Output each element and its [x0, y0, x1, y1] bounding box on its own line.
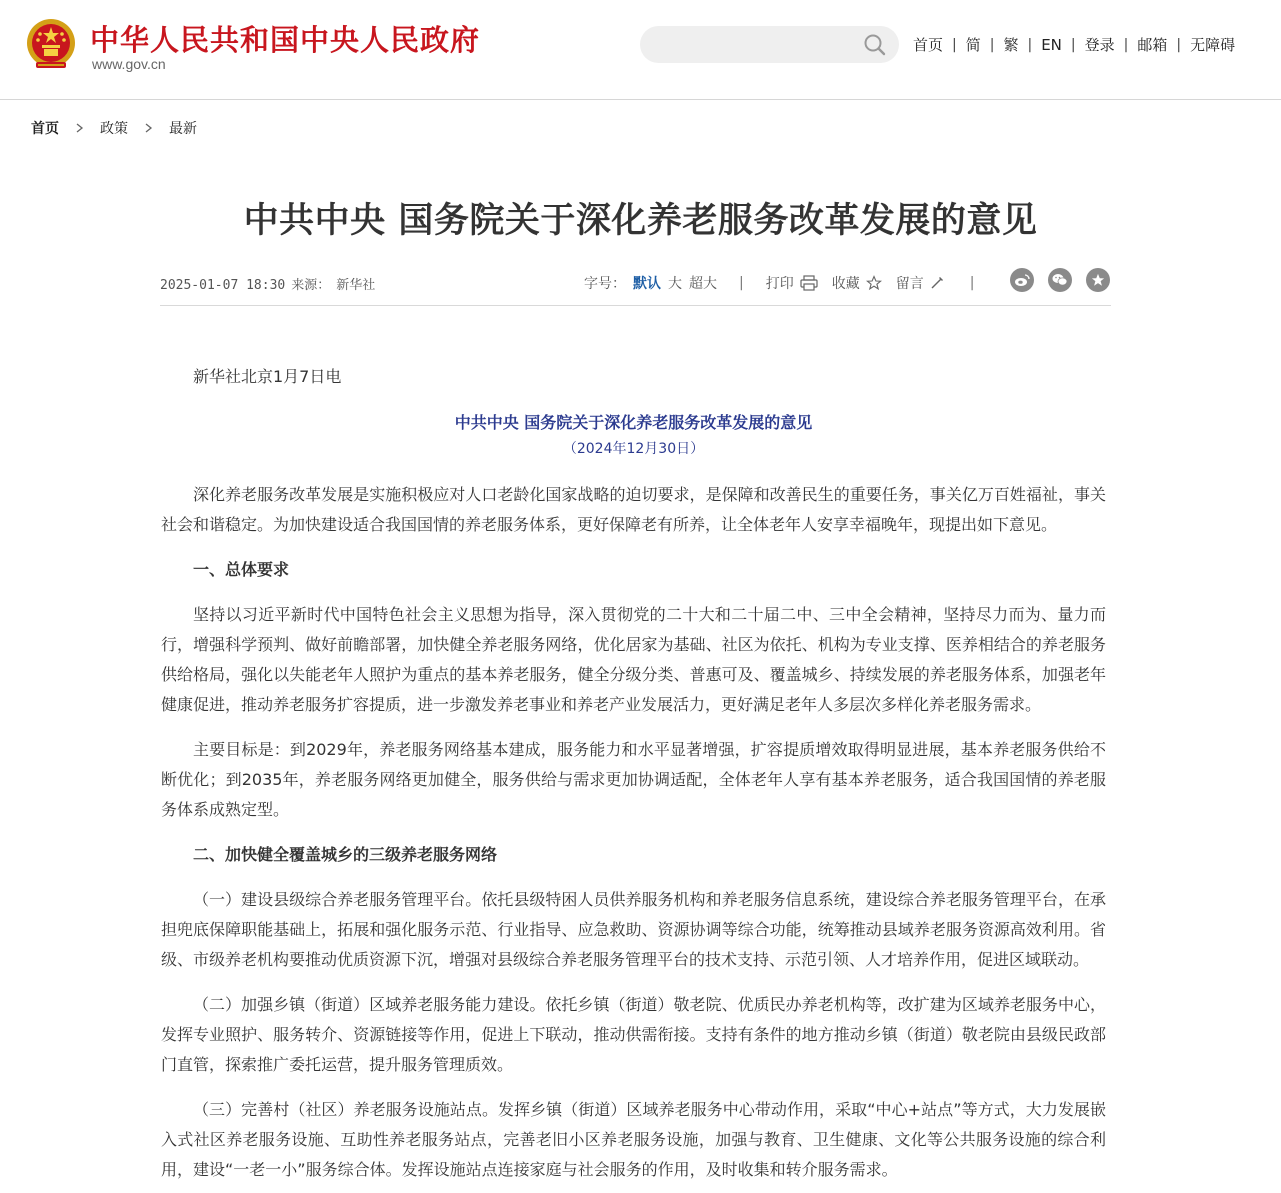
paragraph: 坚持以习近平新时代中国特色社会主义思想为指导，深入贯彻党的二十大和二十届二中、三中全会精神，坚持尽力而为、量力而行，增强科学预判、做好前瞻部署，加快健全养老服务网络，优化居家为基础、社区为依托、机构为专业支撑、医养相结合的养老服务供给格局，强化以失能老年人照护为重点的基本养老服务，健全分级分类、普惠可及、覆盖城乡、持续发展的养老服务体系，加强老年健康促进，推动养老服务扩容提质，进一步激发养老事业和养老产业发展活力，更好满足老年人多层次多样化养老服务需求。: [161, 605, 1106, 714]
favorite-label: 收藏: [831, 276, 860, 292]
font-size-xlarge[interactable]: 超大: [689, 276, 717, 292]
breadcrumb: [31, 118, 197, 138]
nav-home[interactable]: 首页: [913, 36, 944, 54]
nav-english[interactable]: EN: [1041, 35, 1062, 54]
paragraph: （二）加强乡镇（街道）区域养老服务能力建设。依托乡镇（街道）敬老院、优质民办养老机构等，改扩建为区域养老服务中心，发挥专业照护、服务转介、资源链接等作用，促进上下联动，推动供需衔接。支持有条件的地方推动乡镇（街道）敬老院由县级民政部门直管，探索推广委托运营，提升服务管理质效。: [161, 995, 1106, 1074]
document-title: 中共中央 国务院关于深化养老服务改革发展的意见: [454, 413, 813, 432]
nav-separator: |: [1027, 36, 1033, 53]
comment-button[interactable]: [896, 273, 944, 293]
breadcrumb-home[interactable]: 首页: [31, 121, 59, 137]
weibo-icon: [1014, 273, 1030, 287]
section-heading: 一、总体要求: [193, 560, 290, 579]
nav-mail[interactable]: 邮箱: [1137, 36, 1168, 54]
share-buttons: [1010, 268, 1124, 292]
print-label: 打印: [765, 276, 794, 292]
site-title[interactable]: 中华人民共和国中央人民政府: [90, 23, 481, 57]
weibo-share-button[interactable]: [1010, 268, 1034, 292]
nav-simplified[interactable]: 简: [965, 36, 981, 54]
paragraph-intro: 深化养老服务改革发展是实施积极应对人口老龄化国家战略的迫切要求，是保障和改善民生的重要任务，事关亿万百姓福祉，事关社会和谐稳定。为加快建设适合我国国情的养老服务体系，更好保障老有所养，让全体老年人安享幸福晚年，现提出如下意见。: [161, 485, 1106, 534]
dateline: 新华社北京1月7日电: [193, 367, 342, 386]
font-size-default[interactable]: 默认: [633, 276, 661, 292]
article-meta: [160, 274, 375, 293]
print-button[interactable]: [766, 273, 818, 293]
section-heading: 二、加快健全覆盖城乡的三级养老服务网络: [193, 845, 498, 864]
font-size-large[interactable]: 大: [668, 276, 682, 292]
nav-separator: |: [1176, 36, 1182, 53]
favorite-share-button[interactable]: [1086, 268, 1110, 292]
nav-accessibility[interactable]: 无障碍: [1190, 36, 1236, 54]
favorite-button[interactable]: [832, 273, 882, 293]
page-title: 中共中央 国务院关于深化养老服务改革发展的意见: [243, 201, 1038, 241]
breadcrumb-latest[interactable]: 最新: [169, 121, 197, 137]
breadcrumb-policy[interactable]: 政策: [100, 121, 128, 137]
paragraph: 主要目标是：到2029年，养老服务网络基本建成，服务能力和水平显著增强，扩容提质增效取得明显进展，基本养老服务供给不断优化；到2035年，养老服务网络更加健全，服务供给与需求更加协调适配，全体老年人享有基本养老服务，适合我国国情的养老服务体系成熟定型。: [161, 740, 1106, 819]
nav-login[interactable]: 登录: [1084, 36, 1115, 54]
star-icon: [866, 275, 882, 291]
nav-traditional[interactable]: 繁: [1003, 36, 1019, 54]
nav-separator: |: [952, 36, 957, 53]
source-label: 来源：: [291, 278, 331, 293]
pencil-icon: [930, 276, 944, 290]
source-name: 新华社: [336, 278, 376, 293]
top-nav: [913, 34, 1235, 55]
printer-icon: [800, 275, 818, 291]
nav-separator: |: [1070, 36, 1076, 53]
document-date: （2024年12月30日）: [562, 441, 705, 457]
tools-separator: |: [739, 275, 744, 291]
national-emblem-icon[interactable]: [26, 18, 76, 72]
paragraph: （三）完善村（社区）养老服务设施站点。发挥乡镇（街道）区域养老服务中心带动作用，采取“中心+站点”等方式，大力发展嵌入式社区养老服务设施、互助性养老服务站点，完善老旧小区养老服务设施，加强与教育、卫生健康、文化等公共服务设施的综合利用，建设“一老一小”服务综合体。发挥设施站点连接家庭与社会服务的作用，及时收集和转介服务需求。: [161, 1100, 1106, 1179]
paragraph: （一）建设县级综合养老服务管理平台。依托县级特困人员供养服务机构和养老服务信息系统，建设综合养老服务管理平台，在承担兜底保障职能基础上，拓展和强化服务示范、行业指导、应急救助、资源协调等综合功能，统筹推动县域养老服务资源高效利用。省级、市级养老机构要推动优质资源下沉，增强对县级综合养老服务管理平台的技术支持、示范引领、人才培养作用，促进区域联动。: [161, 890, 1106, 969]
site-url[interactable]: www.gov.cn: [92, 56, 166, 72]
tools-separator: |: [969, 275, 975, 291]
site-header: [0, 0, 1281, 100]
search-input[interactable]: [640, 26, 899, 63]
nav-separator: |: [989, 36, 995, 53]
chevron-right-icon: [145, 123, 153, 133]
chevron-right-icon: [76, 123, 84, 133]
article-tools: [584, 273, 996, 293]
wechat-share-button[interactable]: [1048, 268, 1072, 292]
search-icon[interactable]: [863, 33, 887, 57]
nav-separator: |: [1123, 36, 1129, 53]
font-size-label: 字号：: [584, 276, 626, 292]
article-meta-bar: [160, 262, 1111, 306]
wechat-icon: [1052, 273, 1068, 287]
comment-label: 留言: [895, 276, 924, 292]
publish-datetime: 2025-01-07 18:30: [160, 278, 286, 293]
article-body: [161, 362, 1106, 1193]
favorite-star-icon: [1091, 273, 1105, 287]
